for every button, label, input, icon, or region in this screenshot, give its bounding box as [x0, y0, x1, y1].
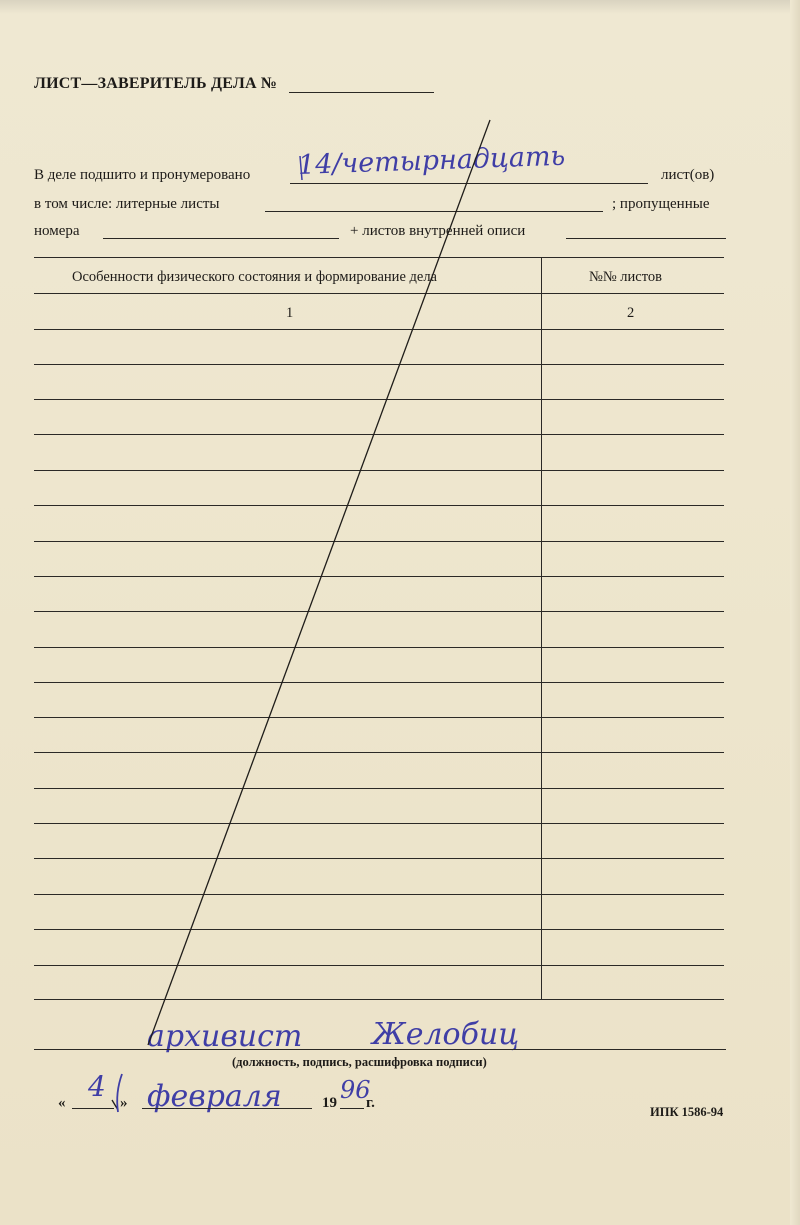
date-month: февраля: [147, 1079, 282, 1114]
date-day: 4: [88, 1070, 106, 1103]
letter-sheets-label: в том числе: литерные листы: [34, 196, 220, 212]
year-prefix: 19: [322, 1095, 337, 1111]
signature-handwritten: Желобиц: [372, 1017, 520, 1052]
col2-header: №№ листов: [589, 269, 662, 285]
position-handwritten: архивист: [147, 1019, 303, 1054]
col1-header: Особенности физического состояния и формирование дела: [72, 269, 437, 285]
date-close-quote: »: [120, 1095, 128, 1111]
col1-number: 1: [286, 305, 294, 321]
signature-caption: (должность, подпись, расшифровка подписи): [232, 1055, 487, 1069]
sheet-count-handwritten: 14/четырнадцать: [297, 140, 566, 181]
year-suffix: 96: [340, 1076, 371, 1104]
date-open-quote: «: [58, 1095, 66, 1111]
sheets-suffix-label: лист(ов): [661, 167, 715, 183]
numbers-label: номера: [34, 223, 80, 239]
missing-label: ; пропущенные: [612, 196, 710, 212]
year-unit: г.: [366, 1095, 375, 1111]
sewn-numbered-label: В деле подшито и пронумеровано: [34, 167, 251, 183]
internal-inventory-label: + листов внутренней описи: [350, 223, 526, 239]
col2-number: 2: [627, 305, 635, 321]
form-title: ЛИСТ—ЗАВЕРИТЕЛЬ ДЕЛА №: [34, 75, 278, 92]
form-code: ИПК 1586-94: [650, 1105, 724, 1119]
